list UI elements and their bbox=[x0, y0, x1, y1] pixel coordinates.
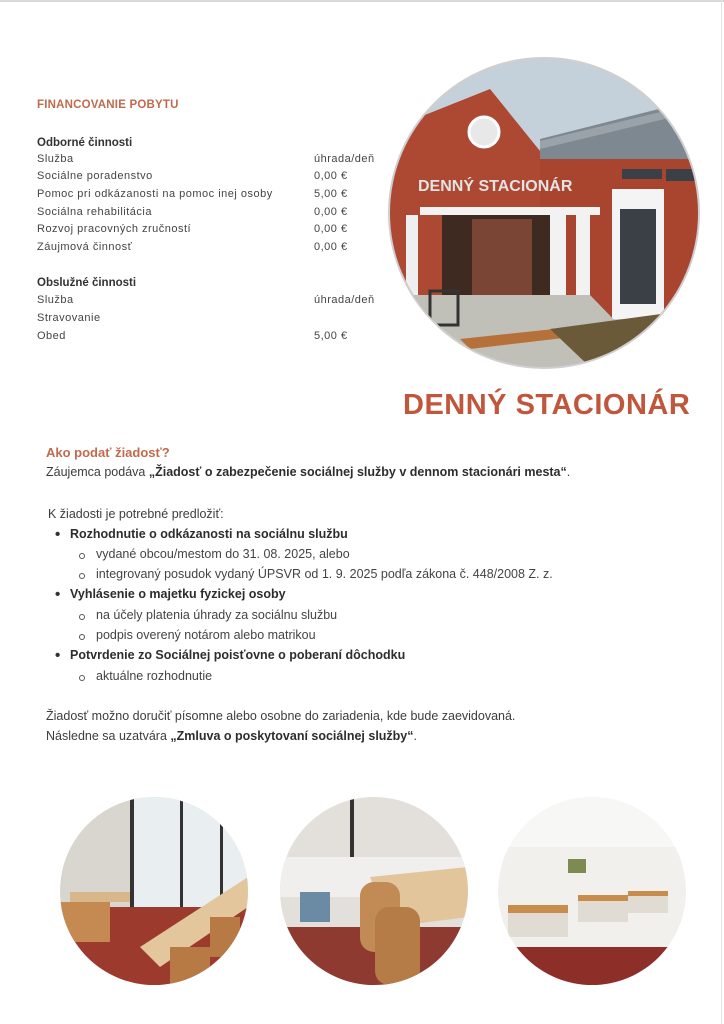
required-doc-subitem: aktuálne rozhodnutie bbox=[96, 669, 213, 683]
fee-label: Sociálna rehabilitácia bbox=[37, 206, 152, 218]
fee-value: 0,00 € bbox=[314, 241, 348, 253]
required-doc-subitem: podpis overený notárom alebo matrikou bbox=[96, 628, 316, 642]
required-docs-label: K žiadosti je potrebné predložiť: bbox=[48, 507, 224, 521]
fee-label: Stravovanie bbox=[37, 312, 101, 324]
delivery-note: Žiadosť možno doručiť písomne alebo osobne do zariadenia, kde bude zaevidovaná. bbox=[46, 709, 516, 723]
professional-heading: Odborné činnosti bbox=[37, 137, 133, 149]
building-sign: DENNÝ STACIONÁR bbox=[418, 178, 573, 195]
right-border bbox=[721, 0, 722, 1024]
dining-room-photo bbox=[60, 797, 248, 985]
financing-title: FINANCOVANIE POBYTU bbox=[37, 99, 179, 111]
fee-row bbox=[37, 206, 397, 223]
building-photo bbox=[388, 57, 700, 369]
chairs-photo bbox=[280, 797, 468, 985]
fee-value: 5,00 € bbox=[314, 188, 348, 200]
fee-value: úhrada/deň bbox=[314, 153, 375, 165]
fee-value: 0,00 € bbox=[314, 223, 348, 235]
fee-value: 5,00 € bbox=[314, 330, 348, 342]
intro-text: Záujemca podáva bbox=[46, 465, 149, 479]
application-form-name: „Žiadosť o zabezpečenie sociálnej služby v dennom stacionári mesta“ bbox=[148, 465, 567, 479]
required-doc-item: • Potvrdenie zo Sociálnej poisťovne o poberaní dôchodku bbox=[70, 648, 405, 662]
fee-value: 0,00 € bbox=[314, 206, 348, 218]
fee-label: Záujmová činnosť bbox=[37, 241, 133, 253]
contract-text: Následne sa uzatvára bbox=[46, 729, 171, 743]
application-intro bbox=[46, 465, 570, 479]
fee-row bbox=[37, 223, 397, 240]
fee-value: 0,00 € bbox=[314, 170, 348, 182]
fee-row bbox=[37, 188, 397, 205]
chairs-illustration bbox=[280, 797, 468, 985]
contract-note bbox=[46, 729, 417, 743]
fee-row bbox=[37, 241, 397, 258]
fee-row bbox=[37, 294, 397, 311]
fee-label: Rozvoj pracovných zručností bbox=[37, 223, 192, 235]
bedroom-photo bbox=[498, 797, 686, 985]
fee-row bbox=[37, 312, 397, 329]
required-doc-item: • Rozhodnutie o odkázanosti na sociálnu službu bbox=[70, 527, 348, 541]
required-doc-subitem: integrovaný posudok vydaný ÚPSVR od 1. 9. 2025 podľa zákona č. 448/2008 Z. z. bbox=[96, 567, 553, 581]
fee-label: Služba bbox=[37, 153, 74, 165]
required-doc-item: • Vyhlásenie o majetku fyzickej osoby bbox=[70, 587, 286, 601]
fee-label: Pomoc pri odkázanosti na pomoc inej osoby bbox=[37, 188, 273, 200]
fee-row bbox=[37, 170, 397, 187]
page-title: DENNÝ STACIONÁR bbox=[403, 389, 691, 421]
fee-label: Obed bbox=[37, 330, 66, 342]
fee-label: Služba bbox=[37, 294, 74, 306]
application-heading: Ako podať žiadosť? bbox=[46, 445, 170, 460]
dining-room-illustration bbox=[60, 797, 248, 985]
fee-label: Sociálne poradenstvo bbox=[37, 170, 153, 182]
bedroom-illustration bbox=[498, 797, 686, 985]
contract-name: „Zmluva o poskytovaní sociálnej služby“ bbox=[170, 729, 414, 743]
fee-row bbox=[37, 330, 397, 347]
top-border bbox=[0, 0, 724, 2]
contract-end: . bbox=[413, 729, 417, 743]
service-heading: Obslužné činnosti bbox=[37, 277, 137, 289]
required-doc-subitem: vydané obcou/mestom do 31. 08. 2025, alebo bbox=[96, 547, 350, 561]
fee-value: úhrada/deň bbox=[314, 294, 375, 306]
building-illustration bbox=[390, 59, 698, 367]
fee-row bbox=[37, 153, 397, 170]
required-doc-subitem: na účely platenia úhrady za sociálnu službu bbox=[96, 608, 338, 622]
intro-end: . bbox=[566, 465, 571, 479]
